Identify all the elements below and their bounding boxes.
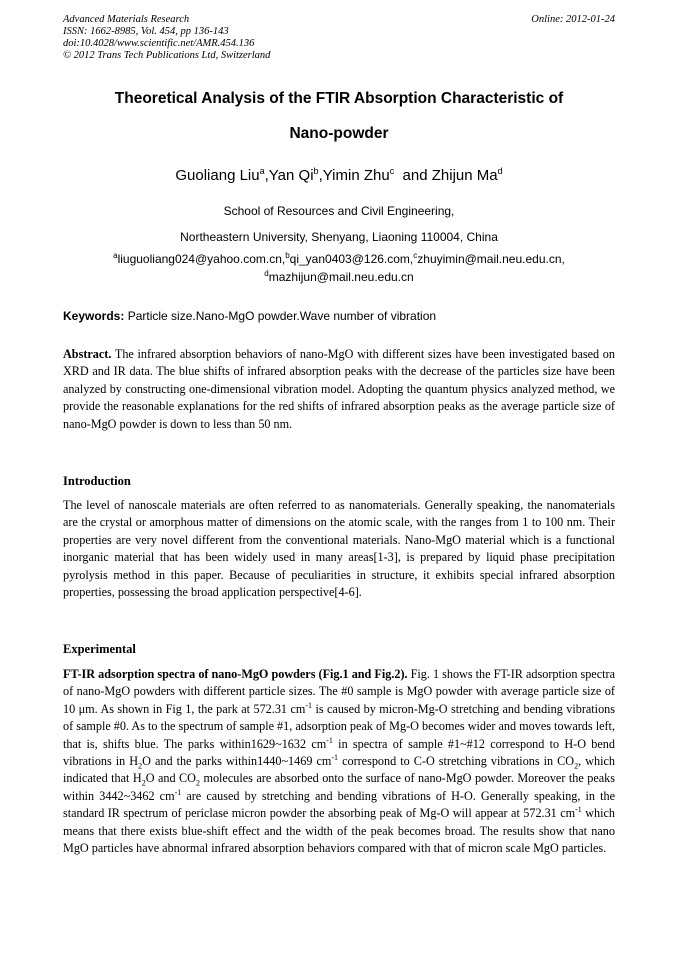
author-name: Guoliang Liu xyxy=(175,167,260,184)
author-name: and Zhijun Ma xyxy=(394,167,498,184)
author-mark: a xyxy=(259,166,265,176)
author-list xyxy=(63,167,615,184)
email-mark: d xyxy=(264,269,269,278)
text-run: O and the parks within1440~1469 cm xyxy=(142,754,332,769)
text-run: , which indicated that H xyxy=(63,754,615,786)
affiliation-line-2: Northeastern University, Shenyang, Liaoning 110004, China xyxy=(180,230,498,244)
email-mark: c xyxy=(413,251,418,260)
affiliation-line-1: School of Resources and Civil Engineering, xyxy=(223,204,455,218)
experimental-lead: FT-IR adsorption spectra of nano-MgO powders (Fig.1 and Fig.2). xyxy=(63,667,408,681)
subscript: 2 xyxy=(141,778,146,788)
superscript: -1 xyxy=(575,805,582,815)
author-mark: b xyxy=(313,166,319,176)
text-run: correspond to C-O stretching vibrations in CO xyxy=(338,754,575,769)
introduction-paragraph: The level of nanoscale materials are often referred to as nanomaterials. Generally speaking, the nanomaterials are the crystal or amorphous matter of dimensions on the atomic scale, with the ranges from 1 to 100 nm. Their properties are very novel different from the conventional materials. Nano-MgO material which is a functional inorganic material that has been widely used in many areas[1-3], is prepared by liquid phase precipitation pyrolysis method in this paper. Because of peculiarities in structure, it exhibits special infrared absorption properties, possessing the broad application perspective[4-6]. xyxy=(63,498,615,600)
copyright-line: © 2012 Trans Tech Publications Ltd, Switzerland xyxy=(63,50,271,61)
email-address[interactable]: qi_yan0403@126.com, xyxy=(289,252,414,266)
subscript: 2 xyxy=(196,778,200,788)
superscript: -1 xyxy=(305,700,313,710)
subscript: 2 xyxy=(574,761,579,771)
email-mark: b xyxy=(285,251,290,260)
abstract-paragraph xyxy=(63,346,615,433)
text-run: are caused by stretching and bending vibrations of H-O. Generally speaking, in the standard IR spectrum of periclase micron powder the absorbing peak of Mg-O will appear at 572.31 cm xyxy=(63,788,615,821)
subscript: 2 xyxy=(138,761,143,771)
experimental-heading: Experimental xyxy=(63,642,136,656)
keywords xyxy=(63,309,615,323)
superscript: -1 xyxy=(174,787,182,797)
online-date: Online: 2012-01-24 xyxy=(531,14,615,25)
text-run: which means that there exists blue-shift effect and the width of the peak becomes broad. The results show that nano MgO particles have abnormal infrared absorption behaviors compared with that of micron scale MgO particles. xyxy=(63,806,615,856)
email-mark: a xyxy=(113,251,118,260)
keywords-label: Keywords: xyxy=(63,309,125,323)
experimental-paragraph xyxy=(63,666,615,857)
email-address[interactable]: liuguoliang024@yahoo.com.cn, xyxy=(117,252,286,266)
superscript: -1 xyxy=(331,752,339,762)
author-mark: d xyxy=(497,166,503,176)
paper-title-line-2: Nano-powder xyxy=(289,125,389,142)
email-line xyxy=(63,252,615,266)
text-run: Fig. 1 shows the FT-IR adsorption spectra of nano-MgO powders with different particle sizes. The #0 sample is MgO powder with average particle size of 10 μm. As shown in Fig 1, the park at 572.31 cm xyxy=(63,667,615,716)
email-address[interactable]: zhuyimin@mail.neu.edu.cn, xyxy=(417,252,565,266)
text-run: in spectra of sample #1~#12 correspond to H-O bend vibrations in H xyxy=(63,736,615,769)
text-run: is caused by micron-Mg-O stretching and bending vibrations of sample #0. As to the spectrum of sample #1, adsorption peak of Mg-O becomes wider and moves towards left, that is, shifts blue. The parks within1629~1632 cm xyxy=(63,701,615,751)
email-line-2 xyxy=(63,270,615,284)
doi-line: doi:10.4028/www.scientific.net/AMR.454.136 xyxy=(63,38,255,49)
paper-title-line-1: Theoretical Analysis of the FTIR Absorption Characteristic of xyxy=(114,90,564,107)
keywords-text: Particle size.Nano-MgO powder.Wave number of vibration xyxy=(124,309,437,323)
abstract-label: Abstract. xyxy=(63,347,112,361)
journal-header xyxy=(63,14,270,62)
author-mark: c xyxy=(389,166,395,176)
superscript: -1 xyxy=(326,735,333,745)
introduction-heading: Introduction xyxy=(63,474,131,488)
issn-line: ISSN: 1662-8985, Vol. 454, pp 136-143 xyxy=(63,26,229,37)
text-run: molecules are absorbed onto the surface of nano-MgO powder. Moreover the peaks within 3442~3462 cm xyxy=(63,771,615,803)
journal-name: Advanced Materials Research xyxy=(63,14,190,25)
email-address[interactable]: mazhijun@mail.neu.edu.cn xyxy=(268,270,414,284)
author-name: ,Yan Qi xyxy=(264,167,314,184)
author-name: ,Yimin Zhu xyxy=(318,167,390,184)
text-run: O and CO xyxy=(145,771,196,786)
abstract-text: The infrared absorption behaviors of nano-MgO with different sizes have been investigated based on XRD and IR data. The blue shifts of infrared absorption peaks with the decrease of the particles size have been analyzed by constructing one-dimensional vibration model. Adopting the quantum physics analyzed method, we provide the reasonable explanations for the red shifts of infrared absorption peaks as the average particle size of nano-MgO powder is down to less than 50 nm. xyxy=(63,347,615,431)
